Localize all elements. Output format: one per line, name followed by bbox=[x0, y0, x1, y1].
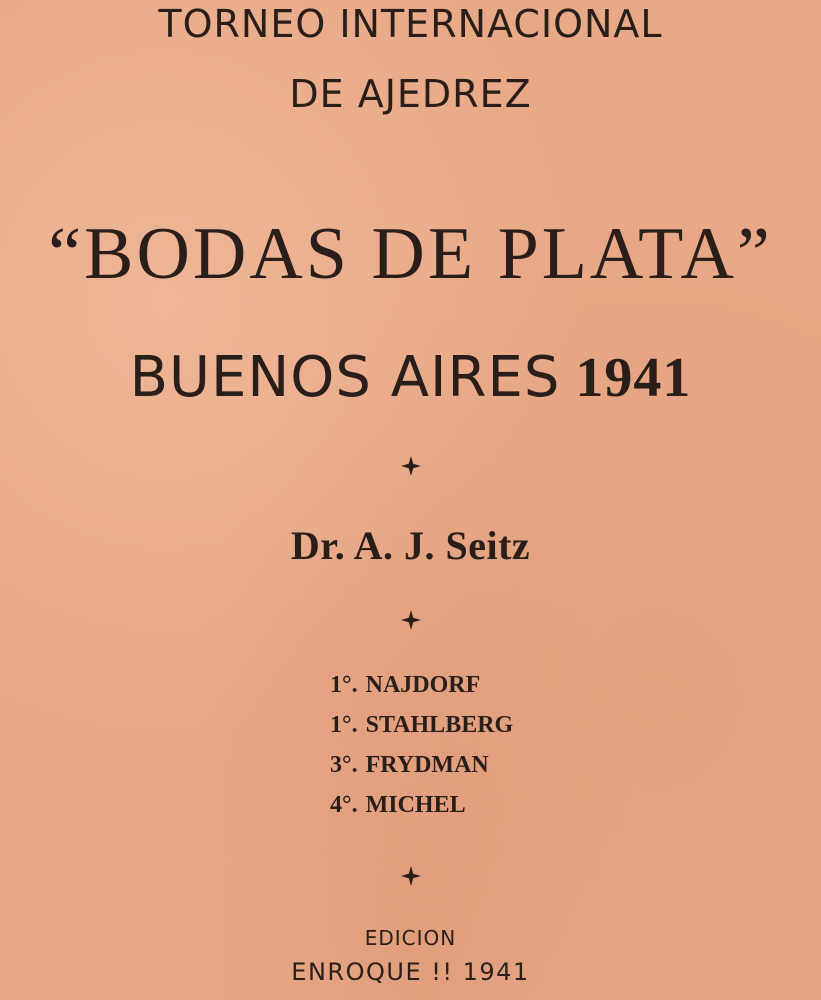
ranking-item bbox=[330, 712, 630, 752]
author: Dr. A. J. Seitz bbox=[290, 523, 531, 568]
ranking-position: 3°. bbox=[330, 752, 358, 778]
edition-label: EDICION bbox=[364, 926, 457, 950]
ranking-item bbox=[330, 672, 630, 712]
subtitle-city: BUENOS AIRES bbox=[129, 345, 561, 410]
publisher-line: ENROQUE !! 1941 bbox=[291, 958, 530, 986]
tournament-heading-line1: TORNEO INTERNACIONAL bbox=[158, 2, 663, 46]
ranking-position: 4°. bbox=[330, 792, 358, 818]
ranking-item bbox=[330, 792, 630, 832]
ranking-player: MICHEL bbox=[365, 792, 466, 818]
ranking-position: 1°. bbox=[330, 712, 358, 738]
tournament-heading-line2: DE AJEDREZ bbox=[289, 72, 532, 116]
main-title: “BODAS DE PLATA” bbox=[48, 213, 773, 295]
four-pointed-star-icon bbox=[401, 456, 421, 476]
ranking-item bbox=[330, 752, 630, 792]
four-pointed-star-icon bbox=[401, 866, 421, 886]
ranking-player: STAHLBERG bbox=[365, 712, 514, 738]
four-pointed-star-icon bbox=[401, 610, 421, 630]
ranking-player: NAJDORF bbox=[365, 672, 481, 698]
ranking-position: 1°. bbox=[330, 672, 358, 698]
ranking-player: FRYDMAN bbox=[365, 752, 489, 778]
final-ranking-list bbox=[330, 672, 630, 832]
subtitle bbox=[0, 345, 821, 410]
subtitle-year: 1941 bbox=[575, 347, 692, 409]
